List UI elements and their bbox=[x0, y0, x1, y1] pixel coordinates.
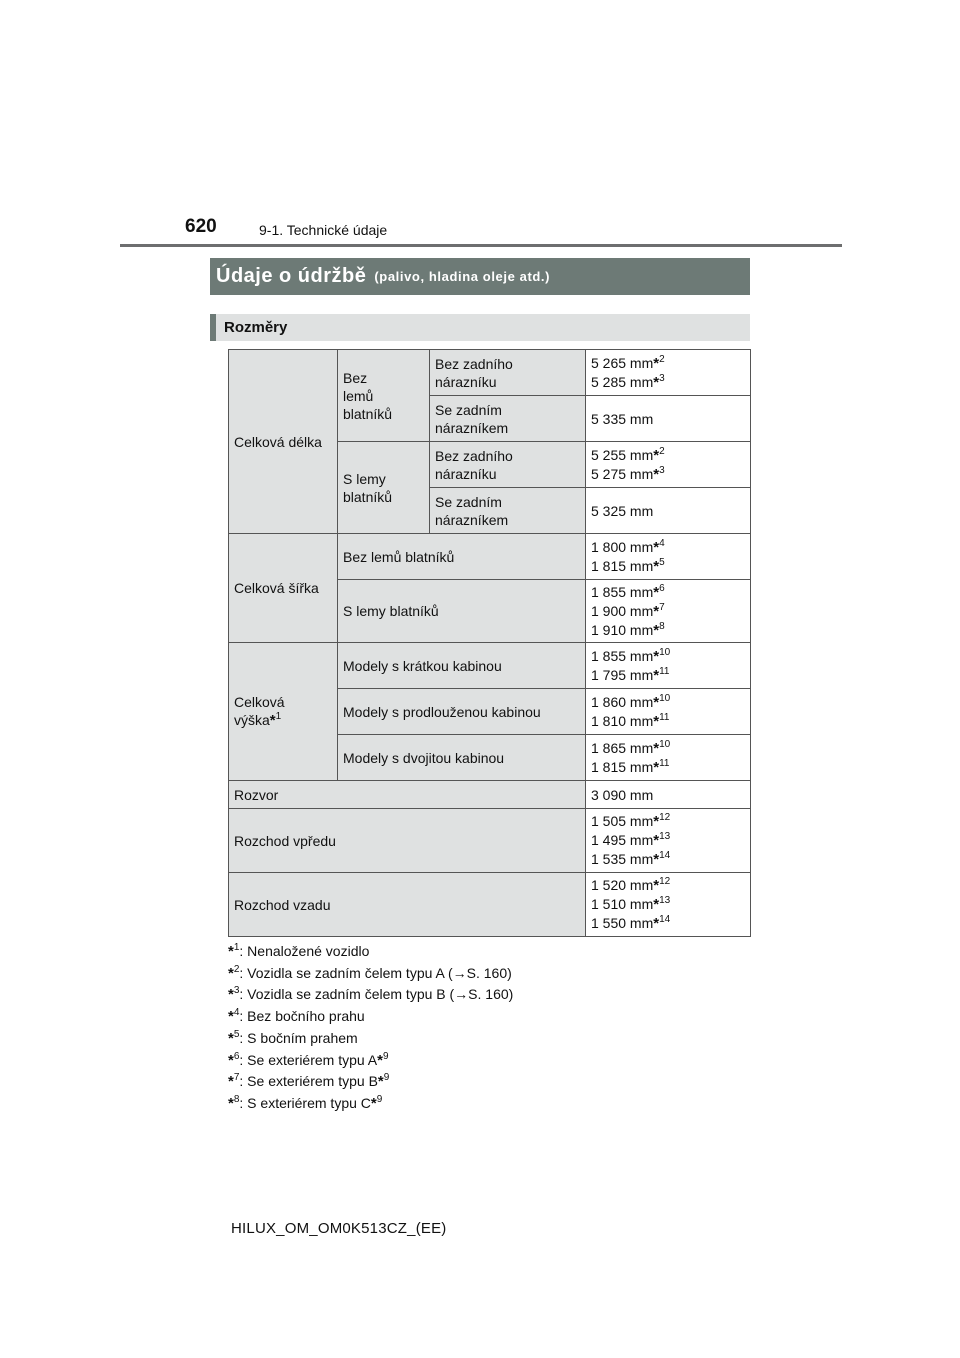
section-title: 9-1. Technické údaje bbox=[259, 222, 388, 238]
footnote-star: * bbox=[370, 1094, 377, 1112]
footnote-text: : S exteriérem typu C bbox=[239, 1094, 371, 1111]
footnote-star: * bbox=[653, 877, 660, 894]
value-line bbox=[591, 557, 750, 576]
footnote-text: : Se exteriérem typu B bbox=[239, 1073, 378, 1090]
subsection-bar bbox=[210, 314, 750, 341]
value-cell bbox=[586, 643, 751, 689]
value-cell bbox=[586, 809, 751, 873]
header-rule bbox=[120, 244, 842, 247]
value-text: 1 815 mm bbox=[591, 557, 654, 574]
title-bar bbox=[210, 258, 750, 295]
value-line bbox=[591, 538, 750, 557]
value-cell bbox=[586, 534, 751, 580]
value-text: 1 795 mm bbox=[591, 666, 654, 683]
footnote-ref: 2 bbox=[659, 445, 665, 457]
footnote-star: * bbox=[228, 964, 234, 982]
footnote-item bbox=[228, 1050, 513, 1072]
footnote-ref: 14 bbox=[659, 914, 671, 925]
cell-label: Se zadním nárazníkem bbox=[430, 396, 586, 442]
footer-code: HILUX_OM_OM0K513CZ_(EE) bbox=[231, 1220, 447, 1237]
value-line bbox=[591, 812, 750, 831]
value-line bbox=[591, 666, 750, 685]
footnote-number: 7 bbox=[233, 1072, 240, 1084]
value-text: 1 495 mm bbox=[591, 832, 654, 848]
footnote-ref: 14 bbox=[659, 850, 671, 861]
footnote-star: * bbox=[653, 832, 660, 849]
footnote-item bbox=[228, 1093, 513, 1115]
table-row bbox=[229, 873, 751, 937]
footnote-star: * bbox=[228, 1073, 234, 1091]
height-label-line1: Celková bbox=[234, 694, 285, 710]
height-label-line2: výška bbox=[234, 712, 270, 728]
footnote-star: * bbox=[228, 1008, 234, 1026]
cell-label: Modely s prodlouženou kabinou bbox=[338, 689, 586, 735]
dimensions-table bbox=[228, 349, 751, 937]
cell-label: Modely s dvojitou kabinou bbox=[338, 735, 586, 781]
row-label-overall-height bbox=[229, 643, 338, 781]
value-text: 1 900 mm bbox=[591, 602, 654, 619]
footnote-star: * bbox=[228, 1029, 234, 1047]
footnote-ref: 9 bbox=[383, 1072, 390, 1084]
value-line bbox=[591, 739, 750, 758]
footnote-star: * bbox=[653, 813, 660, 830]
footnote-number: 2 bbox=[233, 963, 240, 975]
value-text: 5 325 mm bbox=[591, 502, 654, 519]
value-line bbox=[591, 373, 750, 392]
footnote-star: * bbox=[653, 538, 660, 556]
value-line bbox=[591, 502, 750, 520]
value-text: 1 865 mm bbox=[591, 739, 654, 756]
value-line bbox=[591, 895, 750, 914]
footnote-star: * bbox=[269, 712, 276, 729]
footnote-number: 6 bbox=[233, 1050, 240, 1062]
footnote-number: 8 bbox=[233, 1093, 240, 1105]
value-line bbox=[591, 786, 750, 804]
footnote-number: 1 bbox=[233, 942, 240, 953]
row-label-rear-tread: Rozchod vzadu bbox=[229, 873, 586, 937]
sub-label-no-fender: Bez lemů blatníků bbox=[338, 350, 430, 442]
footnote-ref: 4 bbox=[659, 537, 665, 549]
value-line bbox=[591, 850, 750, 869]
footnote-ref: 10 bbox=[659, 646, 671, 658]
footnote-ref: 12 bbox=[659, 876, 671, 887]
cell-label: Bez zadního nárazníku bbox=[430, 442, 586, 488]
value-text: 5 255 mm bbox=[591, 446, 654, 463]
footnote-text: : Nenaložené vozidlo bbox=[239, 943, 370, 959]
footnote-star: * bbox=[377, 1051, 383, 1069]
footnote-ref: 3 bbox=[659, 464, 665, 476]
row-label-wheelbase: Rozvor bbox=[229, 781, 586, 809]
value-text: 1 520 mm bbox=[591, 877, 654, 893]
row-label-overall-width: Celková šířka bbox=[229, 534, 338, 643]
value-cell bbox=[586, 580, 751, 643]
footnote-star: * bbox=[653, 465, 660, 483]
value-cell bbox=[586, 396, 751, 442]
footnote-ref: 13 bbox=[659, 895, 671, 906]
footnote-number: 3 bbox=[233, 985, 240, 997]
footnote-star: * bbox=[653, 896, 660, 913]
footnote-text: : Se exteriérem typu A bbox=[239, 1051, 378, 1068]
value-text: 3 090 mm bbox=[591, 786, 654, 803]
value-cell bbox=[586, 488, 751, 534]
value-text: 5 285 mm bbox=[591, 373, 654, 390]
value-text: 1 855 mm bbox=[591, 647, 654, 664]
value-cell bbox=[586, 873, 751, 937]
footnote-star: * bbox=[653, 758, 660, 776]
value-line bbox=[591, 914, 750, 933]
footnote-star: * bbox=[653, 693, 660, 711]
footnote-ref: 7 bbox=[659, 601, 665, 613]
title-sub: (palivo, hladina oleje atd.) bbox=[374, 269, 551, 284]
value-text: 1 815 mm bbox=[591, 758, 654, 775]
sub-label-with-fender: S lemy blatníků bbox=[338, 442, 430, 534]
footnote-ref: 11 bbox=[659, 711, 670, 723]
footnote-ref: 2 bbox=[659, 353, 665, 365]
cell-label: Bez zadního nárazníku bbox=[430, 350, 586, 396]
value-text: 1 810 mm bbox=[591, 712, 654, 729]
footnote-star: * bbox=[228, 943, 234, 960]
footnote-text: : S bočním prahem bbox=[239, 1029, 358, 1046]
value-line bbox=[591, 583, 750, 602]
value-line bbox=[591, 693, 750, 712]
row-label-front-tread: Rozchod vpředu bbox=[229, 809, 586, 873]
footnote-star: * bbox=[377, 1073, 384, 1091]
value-cell bbox=[586, 735, 751, 781]
footnote-text: : Vozidla se zadním čelem typu B (→S. 160) bbox=[239, 986, 514, 1003]
value-text: 5 275 mm bbox=[591, 465, 654, 482]
footnote-item bbox=[228, 941, 513, 963]
footnote-ref: 13 bbox=[659, 831, 671, 842]
footnote-text: : Bez bočního prahu bbox=[239, 1008, 365, 1025]
footnote-item bbox=[228, 963, 513, 985]
footnote-star: * bbox=[653, 666, 660, 684]
footnote-ref: 9 bbox=[382, 1050, 389, 1062]
value-line bbox=[591, 446, 750, 465]
value-cell bbox=[586, 781, 751, 809]
value-text: 1 800 mm bbox=[591, 538, 654, 555]
table-row bbox=[229, 534, 751, 580]
footnote-star: * bbox=[653, 602, 660, 620]
footnote-ref: 3 bbox=[659, 372, 665, 384]
footnote-ref: 1 bbox=[275, 711, 282, 722]
value-cell bbox=[586, 689, 751, 735]
footnote-ref: 6 bbox=[659, 582, 665, 594]
cell-label: Bez lemů blatníků bbox=[338, 534, 586, 580]
value-text: 1 855 mm bbox=[591, 583, 654, 600]
value-line bbox=[591, 831, 750, 850]
footnote-star: * bbox=[653, 373, 660, 391]
footnote-number: 5 bbox=[233, 1028, 240, 1040]
footnote-star: * bbox=[653, 851, 660, 868]
table-row bbox=[229, 643, 751, 689]
footnote-number: 4 bbox=[233, 1007, 240, 1019]
cell-label: S lemy blatníků bbox=[338, 580, 586, 643]
footnote-star: * bbox=[653, 712, 660, 730]
footnote-item bbox=[228, 1006, 513, 1028]
footnote-star: * bbox=[653, 557, 660, 575]
value-text: 1 505 mm bbox=[591, 813, 654, 829]
footnote-item bbox=[228, 1071, 513, 1093]
footnote-ref: 5 bbox=[659, 556, 665, 568]
title-main: Údaje o údržbě bbox=[216, 265, 367, 287]
value-text: 5 335 mm bbox=[591, 410, 654, 427]
footnote-ref: 10 bbox=[659, 692, 671, 704]
footnote-item bbox=[228, 1028, 513, 1050]
value-text: 5 265 mm bbox=[591, 354, 654, 371]
footnotes bbox=[228, 941, 513, 1115]
table-row bbox=[229, 809, 751, 873]
value-line bbox=[591, 410, 750, 428]
footnote-star: * bbox=[228, 1094, 234, 1112]
value-line bbox=[591, 647, 750, 666]
footnote-ref: 11 bbox=[659, 757, 670, 769]
footnote-star: * bbox=[653, 446, 660, 464]
footnote-item bbox=[228, 984, 513, 1006]
value-line bbox=[591, 354, 750, 373]
cell-label: Se zadním nárazníkem bbox=[430, 488, 586, 534]
value-line bbox=[591, 602, 750, 621]
footnote-star: * bbox=[653, 915, 660, 932]
footnote-star: * bbox=[228, 986, 234, 1004]
value-text: 1 510 mm bbox=[591, 896, 654, 912]
row-label-overall-length: Celková délka bbox=[229, 350, 338, 534]
value-text: 1 550 mm bbox=[591, 915, 654, 931]
footnote-star: * bbox=[653, 621, 660, 639]
footnote-ref: 12 bbox=[659, 812, 671, 823]
value-line bbox=[591, 758, 750, 777]
subsection-title: Rozměry bbox=[224, 319, 288, 336]
footnote-ref: 11 bbox=[659, 665, 670, 677]
footnote-star: * bbox=[653, 354, 660, 372]
value-text: 1 860 mm bbox=[591, 693, 654, 710]
footnote-star: * bbox=[653, 583, 660, 601]
footnote-ref: 9 bbox=[376, 1093, 383, 1105]
footnote-star: * bbox=[653, 647, 660, 665]
value-text: 1 535 mm bbox=[591, 851, 654, 867]
value-cell bbox=[586, 350, 751, 396]
table-row bbox=[229, 350, 751, 396]
footnote-ref: 10 bbox=[659, 738, 671, 750]
value-line bbox=[591, 876, 750, 895]
footnote-ref: 8 bbox=[659, 620, 665, 632]
cell-label: Modely s krátkou kabinou bbox=[338, 643, 586, 689]
footnote-star: * bbox=[228, 1051, 234, 1069]
value-line bbox=[591, 712, 750, 731]
page-number: 620 bbox=[185, 216, 217, 237]
footnote-text: : Vozidla se zadním čelem typu A (→S. 160) bbox=[239, 964, 512, 981]
value-line bbox=[591, 465, 750, 484]
value-text: 1 910 mm bbox=[591, 621, 654, 638]
table-row bbox=[229, 781, 751, 809]
value-cell bbox=[586, 442, 751, 488]
value-line bbox=[591, 621, 750, 640]
footnote-star: * bbox=[653, 739, 660, 757]
